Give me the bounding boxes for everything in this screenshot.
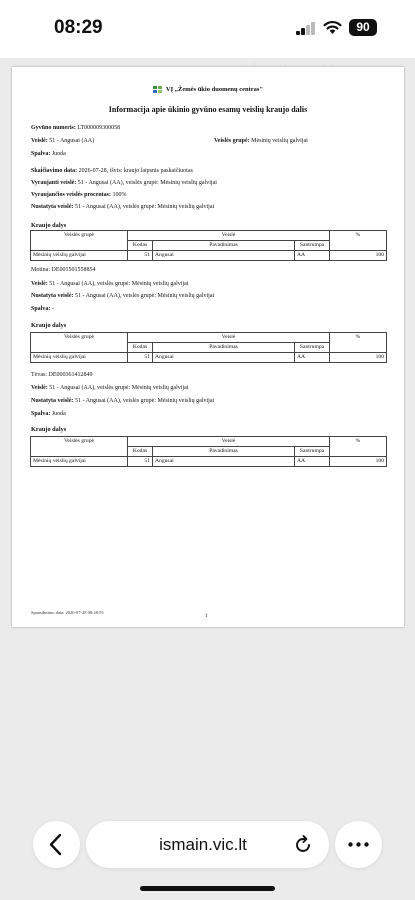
table-header-row [31, 231, 387, 241]
father-set-breed: 51 - Angusai (AA), veislės grupė: Mėsinių veislių galvijai [75, 398, 215, 404]
col-group-header: Veislės grupė [31, 333, 128, 353]
animal-breed-line [31, 138, 94, 144]
set-breed-label: Nustatyta veislė: [31, 204, 74, 210]
cell-percent: 100 [330, 251, 387, 261]
col-percent-header: % [330, 333, 387, 353]
org-header [12, 86, 404, 93]
father-id: DE000361412849 [48, 372, 93, 378]
col-abbr-header: Santrumpa [295, 343, 330, 353]
status-bar [0, 0, 415, 58]
col-abbr-header: Santrumpa [295, 447, 330, 457]
cell-name: Angusai [153, 251, 295, 261]
cell-code: 51 [128, 457, 153, 467]
mother-id: DE001501558854 [51, 267, 96, 273]
wifi-icon [323, 20, 342, 35]
clock: 08:29 [54, 17, 103, 38]
col-group-header: Veislės grupė [31, 437, 128, 457]
table-header-row [31, 333, 387, 343]
col-abbr-header: Santrumpa [295, 241, 330, 251]
father-blood-parts-table [30, 436, 387, 467]
animal-group: Mėsinių veislių galvijai [251, 138, 308, 144]
cell-name: Angusai [153, 353, 295, 363]
mother-breed: 51 - Angusai (AA), veislės grupė: Mėsinių veislių galvijai [49, 281, 189, 287]
mother-blood-parts-heading: Kraujo dalys [31, 322, 67, 329]
chevron-left-icon [33, 821, 80, 868]
blood-parts-heading: Kraujo dalys [31, 222, 67, 229]
dominant-breed: 51 - Angusai (AA), veislės grupė: Mėsinių veislių galvijai [77, 180, 217, 186]
animal-group-line [214, 138, 308, 144]
father-blood-parts-heading: Kraujo dalys [31, 426, 67, 433]
mother-breed-label: Veislė: [31, 281, 48, 287]
animal-number-label: Gyvūno numeris: [31, 125, 76, 131]
table-row [31, 353, 387, 363]
cell-name: Angusai [153, 457, 295, 467]
animal-color-label: Spalva: [31, 151, 51, 157]
father-id-label: Tėvas: [31, 372, 47, 378]
page-number: 1 [205, 614, 208, 619]
col-name-header: Pavadinimas [153, 447, 295, 457]
animal-breed: 51 - Angusai (AA) [49, 138, 95, 144]
mother-color-line [31, 306, 54, 312]
mother-color: - [51, 306, 54, 312]
calc-date-label: Skaičiavimo data: [31, 168, 78, 174]
table-row [31, 457, 387, 467]
animal-number-line [31, 125, 120, 131]
print-date: Spausdinimo data: 2026-07-28 08:28:55 [31, 610, 104, 615]
father-set-breed-line [31, 398, 214, 404]
org-name: VĮ „Žemės ūkio duomenų centras" [165, 86, 264, 93]
animal-number: LT000009300058 [77, 125, 121, 131]
more-button[interactable] [335, 821, 382, 868]
blood-parts-table [30, 230, 387, 261]
col-code-header: Kodas [128, 447, 153, 457]
dominant-breed-label: Vyraujanti veislė: [31, 180, 77, 186]
reload-icon[interactable] [292, 834, 314, 856]
father-id-line [31, 372, 93, 378]
more-icon [335, 821, 382, 868]
dominant-percent-line [31, 192, 127, 198]
org-logo-icon [153, 86, 162, 93]
father-breed-label: Veislė: [31, 385, 48, 391]
col-name-header: Pavadinimas [153, 343, 295, 353]
cell-group: Mėsinių veislių galvijai [31, 353, 128, 363]
table-row [31, 251, 387, 261]
back-button[interactable] [33, 821, 80, 868]
document-title: Informacija apie ūkinio gyvūno esamų veislių kraujo dalis [108, 105, 308, 114]
father-color-label: Spalva: [31, 411, 51, 417]
father-color-line [31, 411, 66, 417]
cell-group: Mėsinių veislių galvijai [31, 251, 128, 261]
col-name-header: Pavadinimas [153, 241, 295, 251]
url-text: ismain.vic.lt [159, 835, 247, 854]
animal-color: Juoda [51, 151, 66, 157]
cell-abbr: AA [295, 353, 330, 363]
mother-id-label: Motina: [31, 267, 50, 273]
mother-blood-parts-table [30, 332, 387, 363]
cell-abbr: AA [295, 251, 330, 261]
cell-group: Mėsinių veislių galvijai [31, 457, 128, 467]
col-code-header: Kodas [128, 343, 153, 353]
dominant-percent: 100% [112, 192, 127, 198]
animal-group-label: Veislės grupė: [214, 138, 250, 144]
father-set-breed-label: Nustatyta veislė: [31, 398, 74, 404]
set-breed: 51 - Angusai (AA), veislės grupė: Mėsinių veislių galvijai [75, 204, 215, 210]
cell-code: 51 [128, 251, 153, 261]
set-breed-line [31, 204, 214, 210]
col-breed-header: Veislė [128, 437, 330, 447]
cellular-signal-icon [296, 22, 316, 35]
address-bar[interactable] [86, 821, 329, 868]
cell-percent: 100 [330, 353, 387, 363]
col-code-header: Kodas [128, 241, 153, 251]
mother-id-line [31, 267, 96, 273]
dominant-breed-line [31, 180, 217, 186]
mother-set-breed: 51 - Angusai (AA), veislės grupė: Mėsinių veislių galvijai [75, 293, 215, 299]
mother-set-breed-label: Nustatyta veislė: [31, 293, 74, 299]
cell-abbr: AA [295, 457, 330, 467]
father-color: Juoda [51, 411, 66, 417]
col-percent-header: % [330, 231, 387, 251]
father-breed: 51 - Angusai (AA), veislės grupė: Mėsinių veislių galvijai [49, 385, 189, 391]
table-header-row [31, 437, 387, 447]
calc-date: 2026-07-28, išvis: kraujo laipsnis paskaičiuotas [78, 168, 193, 174]
col-group-header: Veislės grupė [31, 231, 128, 251]
mother-set-breed-line [31, 293, 214, 299]
cell-percent: 100 [330, 457, 387, 467]
animal-color-line [31, 151, 66, 157]
dominant-percent-label: Vyraujančios veislės procentas: [31, 192, 111, 198]
col-percent-header: % [330, 437, 387, 457]
battery-indicator: 90 [349, 19, 377, 36]
document-page [12, 67, 404, 627]
cell-code: 51 [128, 353, 153, 363]
father-breed-line [31, 385, 188, 391]
calc-date-line [31, 168, 193, 174]
mother-breed-line [31, 281, 188, 287]
col-breed-header: Veislė [128, 231, 330, 241]
mother-color-label: Spalva: [31, 306, 51, 312]
col-breed-header: Veislė [128, 333, 330, 343]
animal-breed-label: Veislė: [31, 138, 48, 144]
home-indicator[interactable] [140, 886, 275, 891]
